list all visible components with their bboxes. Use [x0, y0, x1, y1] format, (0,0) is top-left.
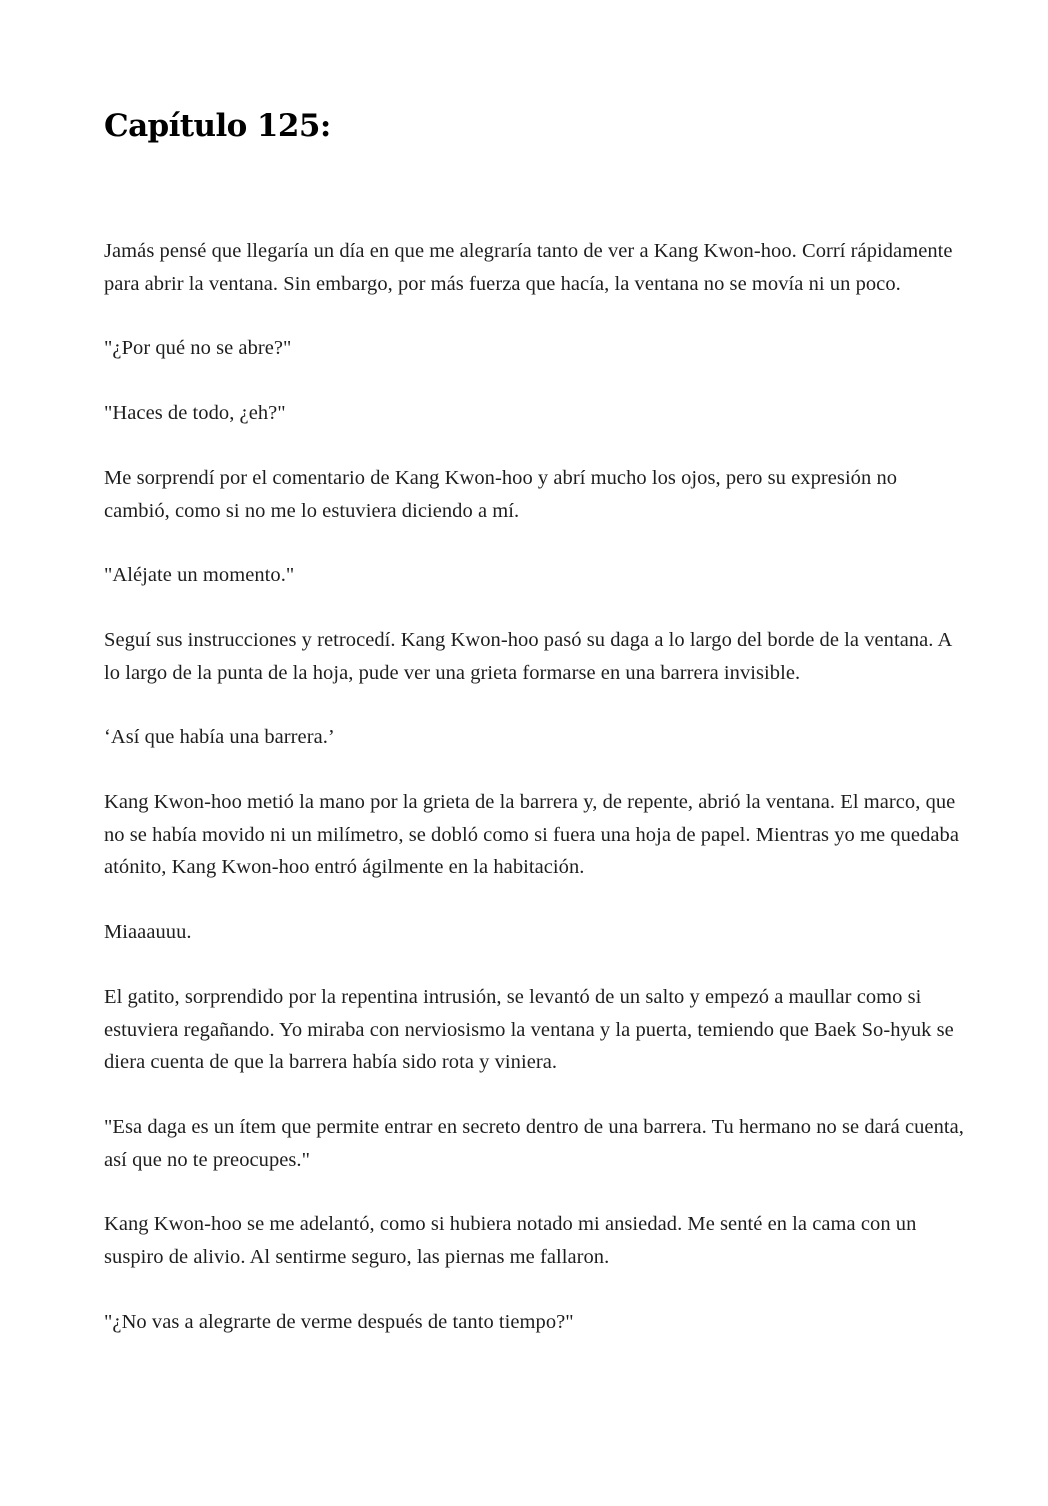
- paragraph: Jamás pensé que llegaría un día en que me alegraría tanto de ver a Kang Kwon-hoo. Corrí rápidamente para abrir la ventana. Sin embargo, por más fuerza que hacía, la ventana no se movía ni un poco.: [104, 240, 953, 295]
- chapter-title: Capítulo 125:: [104, 108, 331, 144]
- paragraph: El gatito, sorprendido por la repentina intrusión, se levantó de un salto y empezó a maullar como si estuviera regañando. Yo miraba con nerviosismo la ventana y la puerta, temiendo que Baek So-hyuk se diera cuenta de que la barrera había sido rota y viniera.: [104, 985, 954, 1074]
- paragraph: Kang Kwon-hoo se me adelantó, como si hubiera notado mi ansiedad. Me senté en la cama con un suspiro de alivio. Al sentirme seguro, las piernas me fallaron.: [104, 1213, 917, 1269]
- paragraph: "¿Por qué no se abre?": [104, 337, 292, 360]
- paragraph: Miaaauuu.: [104, 921, 192, 944]
- paragraph: Kang Kwon-hoo metió la mano por la grieta de la barrera y, de repente, abrió la ventana. El marco, que no se había movido ni un milímetro, se dobló como si fuera una hoja de papel. Mientras yo me quedaba atónito, Kang Kwon-hoo entró ágilmente en la habitación.: [104, 791, 959, 879]
- paragraph: "¿No vas a alegrarte de verme después de tanto tiempo?": [104, 1310, 574, 1333]
- paragraph: ‘Así que había una barrera.’: [104, 726, 335, 749]
- paragraph: "Haces de todo, ¿eh?": [104, 402, 286, 425]
- chapter-body: [104, 235, 964, 1370]
- paragraph: Me sorprendí por el comentario de Kang Kwon-hoo y abrí mucho los ojos, pero su expresión no cambió, como si no me lo estuviera diciendo a mí.: [104, 466, 898, 522]
- paragraph: Seguí sus instrucciones y retrocedí. Kang Kwon-hoo pasó su daga a lo largo del borde de la ventana. A lo largo de la punta de la hoja, pude ver una grieta formarse en una barrera invisible.: [104, 628, 952, 684]
- paragraph: "Esa daga es un ítem que permite entrar en secreto dentro de una barrera. Tu hermano no se dará cuenta, así que no te preocupes.": [104, 1115, 964, 1171]
- paragraph: "Aléjate un momento.": [104, 564, 295, 587]
